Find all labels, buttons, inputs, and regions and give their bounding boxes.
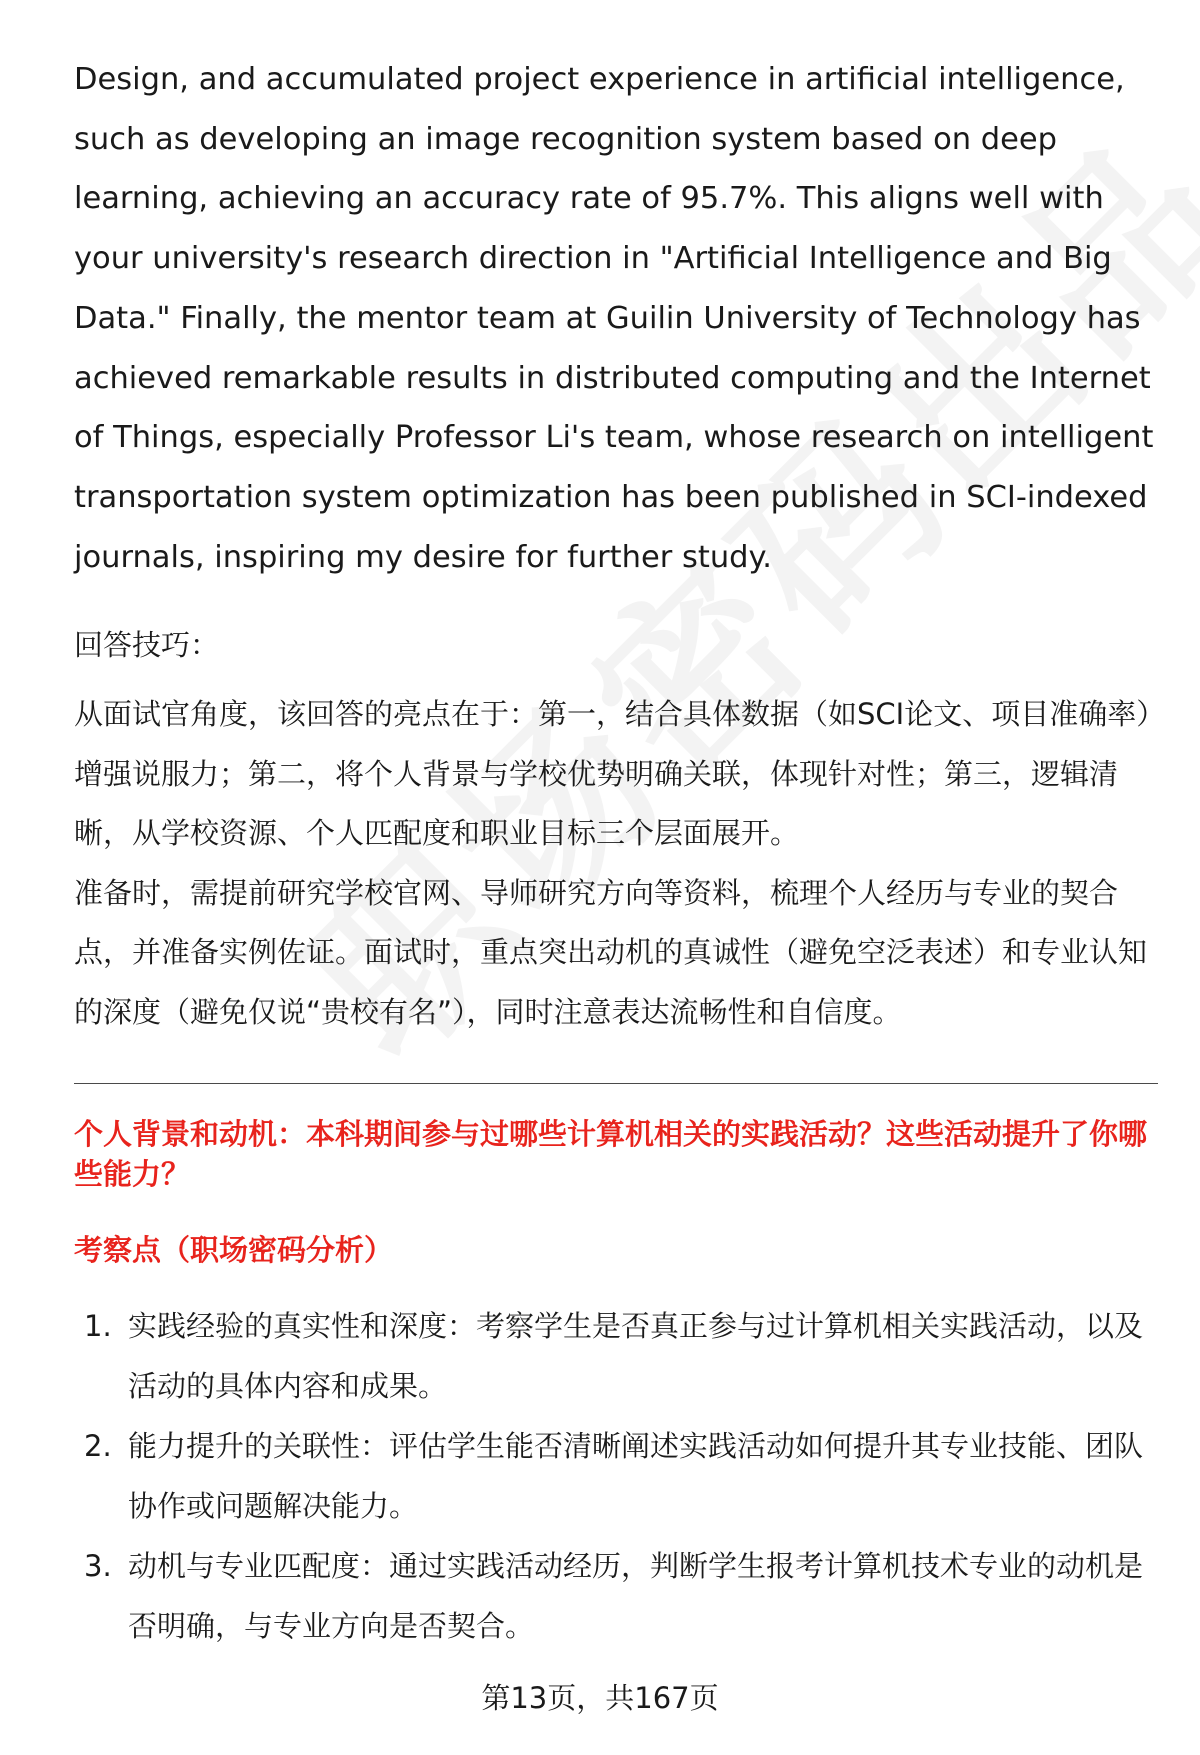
- assessment-points-list: [74, 1296, 1164, 1656]
- list-item-number: 1.: [84, 1309, 112, 1343]
- list-item: [74, 1296, 1164, 1416]
- tips-paragraph-2: 准备时，需提前研究学校官网、导师研究方向等资料，梳理个人经历与专业的契合点，并准备实例佐证。面试时，重点突出动机的真诚性（避免空泛表述）和专业认知的深度（避免仅说“贵校有名”），同时注意表达流畅性和自信度。: [74, 875, 1148, 1029]
- list-item: [74, 1416, 1164, 1536]
- tips-heading: 回答技巧：: [74, 628, 220, 662]
- list-item-number: 2.: [84, 1429, 112, 1463]
- assessment-points-heading: 考察点（职场密码分析）: [74, 1233, 394, 1267]
- page-number: 第13页，共167页: [481, 1681, 719, 1715]
- list-item-text: 动机与专业匹配度：通过实践活动经历，判断学生报考计算机技术专业的动机是否明确，与专业方向是否契合。: [128, 1549, 1144, 1643]
- list-item-text: 能力提升的关联性：评估学生能否清晰阐述实践活动如何提升其专业技能、团队协作或问题解决能力。: [128, 1429, 1144, 1523]
- question-title: 个人背景和动机：本科期间参与过哪些计算机相关的实践活动？这些活动提升了你哪些能力？: [74, 1117, 1148, 1191]
- tips-paragraph-1: 从面试官角度，该回答的亮点在于：第一，结合具体数据（如SCI论文、项目准确率）增强说服力；第二，将个人背景与学校优势明确关联，体现针对性；第三，逻辑清晰，从学校资源、个人匹配度和职业目标三个层面展开。: [74, 697, 1151, 851]
- section-divider: [74, 1083, 1158, 1084]
- list-item-number: 3.: [84, 1549, 112, 1583]
- list-item: [74, 1536, 1164, 1656]
- tips-body: [74, 685, 1164, 1043]
- answer-paragraph-english: Design, and accumulated project experience in artificial intelligence, such as developing an image recognition system based on deep learning, achieving an accuracy rate of 95.7%. This aligns well with your university's research direction in "Artificial Intelligence and Big Data." Finally, the mentor team at Guilin University of Technology has achieved remarkable results in distributed computing and the Internet of Things, especially Professor Li's team, whose research on intelligent transportation system optimization has been published in SCI-indexed journals, inspiring my desire for further study.: [74, 62, 1154, 575]
- list-item-text: 实践经验的真实性和深度：考察学生是否真正参与过计算机相关实践活动，以及活动的具体内容和成果。: [128, 1309, 1144, 1403]
